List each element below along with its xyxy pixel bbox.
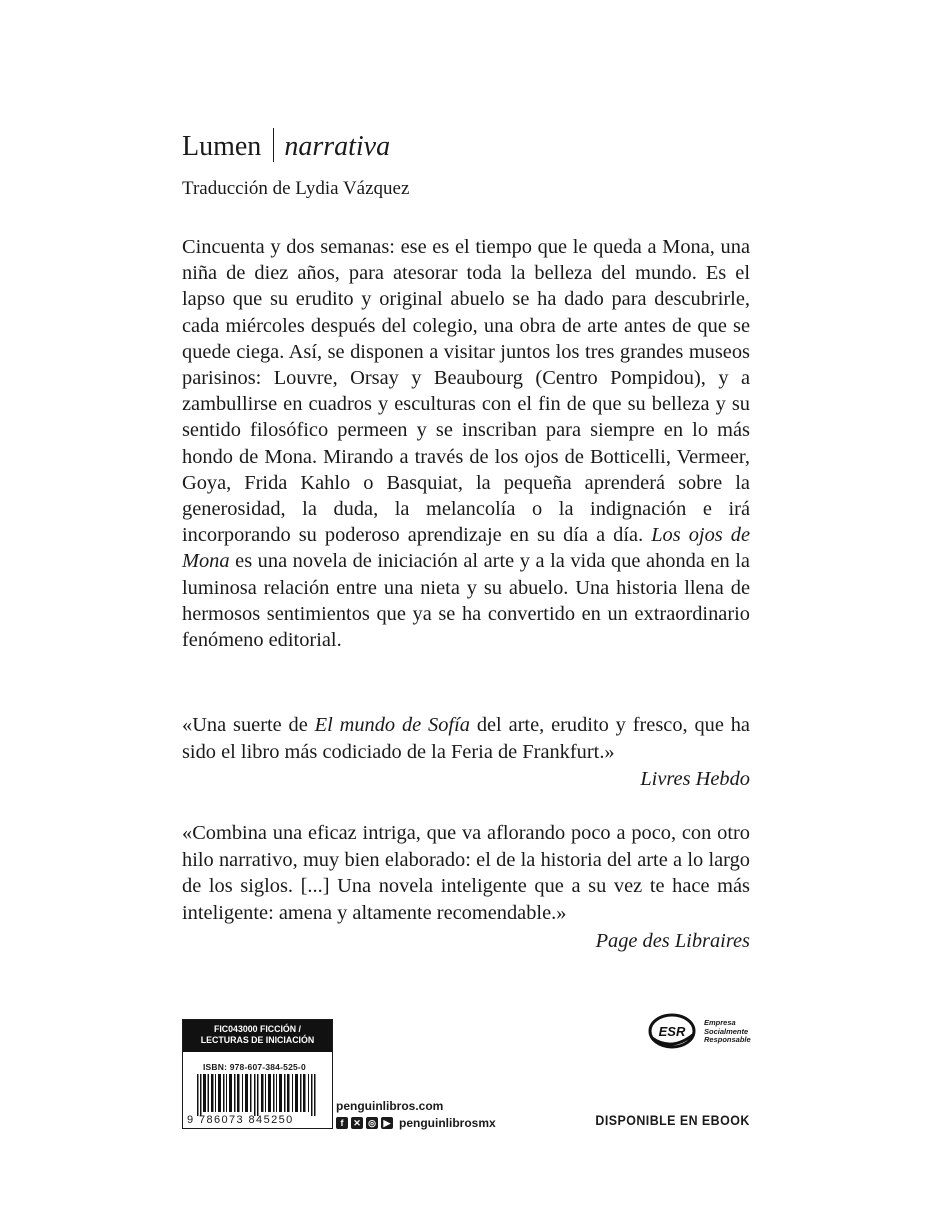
synopsis-part-1: Cincuenta y dos semanas: ese es el tiempo que le queda a Mona, una niña de diez años, para atesorar toda la belleza del mundo. Es el lapso que su erudito y original abuelo se ha dado para descubrirle, cada miércoles después del colegio, una obra de arte antes de que se quede ciega. Así, se disponen a visitar juntos los tres grandes museos parisinos: Louvre, Orsay y Beaubourg (Centro Pompidou), y a zambullirse en cuadros y esculturas con el fin de que su belleza y su sentido filosófico permeen y se inscriban para siempre en lo más hondo de Mona. Mirando a través de los ojos de Botticelli, Vermeer, Goya, Frida Kahlo o Basquiat, la pequeña aprenderá sobre la generosidad, la duda, la melancolía o la indignación e irá incorporando su poderoso aprendizaje en su día a día. [182, 236, 750, 547]
review-quote-2: «Combina una eficaz intriga, que va aflorando poco a poco, con otro hilo narrativo, muy bien elaborado: el de la historia del arte a lo largo de los siglos. [...] Una novela inteligente que a su vez te hace más inteligente: amena y altamente recomendable.» [182, 822, 750, 924]
barcode-bars [197, 1074, 321, 1116]
synopsis [182, 234, 750, 653]
facebook-icon[interactable]: f [336, 1117, 348, 1129]
review-source-2: Page des Libraires [595, 930, 750, 952]
brand-divider [273, 128, 274, 162]
referenced-title: El mundo de Sofía [314, 714, 470, 736]
x-icon[interactable]: ✕ [351, 1117, 363, 1129]
esr-letters: ESR [658, 1024, 686, 1039]
instagram-icon[interactable]: ◎ [366, 1117, 378, 1129]
review-source-1: Livres Hebdo [640, 768, 750, 790]
esr-label: Empresa Socialmente Responsable [704, 1018, 751, 1044]
synopsis-part-2: es una novela de iniciación al arte y a la vida que ahonda en la luminosa relación entre una nieta y su abuelo. Una historia llena de hermosos sentimientos que ya se ha convertido en un extraordinario fenómeno editorial. [182, 550, 750, 652]
social-links [336, 1116, 496, 1130]
youtube-icon[interactable]: ▶ [381, 1117, 393, 1129]
review-quote-1: «Una suerte de El mundo de Sofía del arte, erudito y fresco, que ha sido el libro más codiciado de la Feria de Frankfurt.» [182, 714, 750, 763]
ebook-availability: DISPONIBLE EN EBOOK [595, 1113, 750, 1128]
esr-logo [648, 1012, 752, 1052]
publisher-brand [182, 128, 390, 163]
bisac-category: FIC043000 FICCIÓN / LECTURAS DE INICIACIÓN [183, 1020, 332, 1052]
book-title: Los ojos de Mona [182, 524, 750, 573]
barcode-digits: 9 786073 845250 [187, 1114, 294, 1126]
website-link[interactable]: penguinlibros.com [336, 1099, 444, 1113]
collection-name: narrativa [284, 131, 391, 162]
barcode-panel [182, 1019, 333, 1129]
publisher-name: Lumen [182, 131, 262, 162]
translator-credit: Traducción de Lydia Vázquez [182, 178, 410, 199]
social-handle[interactable]: penguinlibrosmx [399, 1116, 496, 1130]
isbn-text: ISBN: 978-607-384-525-0 [203, 1062, 306, 1072]
esr-badge-icon [648, 1012, 704, 1050]
